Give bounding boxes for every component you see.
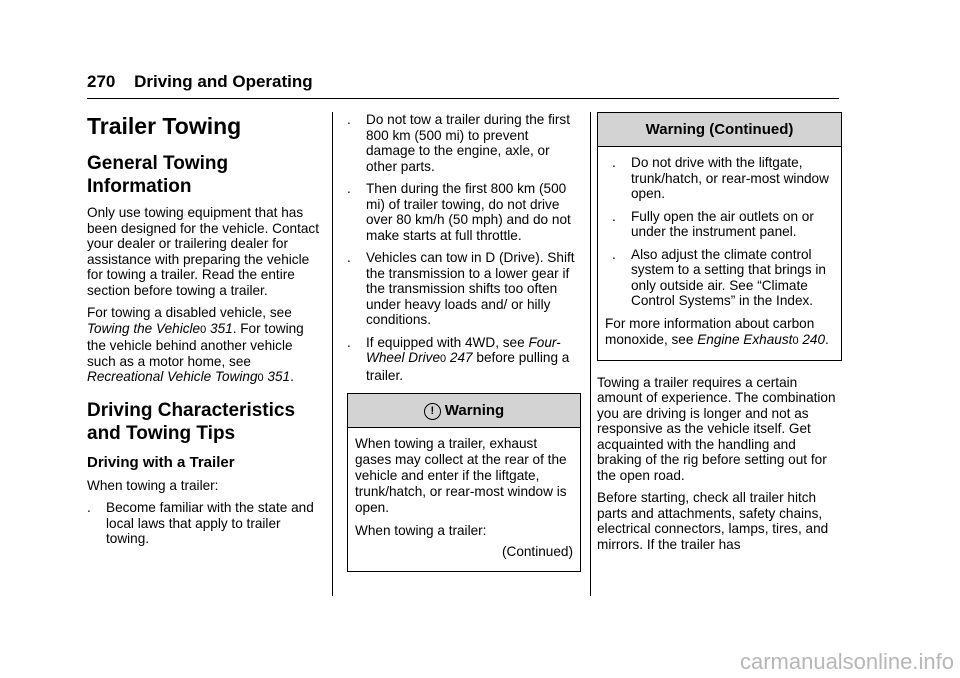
list-item: . Also adjust the climate control system to a setting that brings in only outside air. See “Climate Control Systems” in the Index. bbox=[612, 246, 826, 308]
warning-icon: ! bbox=[424, 403, 441, 420]
link-engine-exhaust[interactable]: Engine Exhaust bbox=[697, 331, 793, 347]
page-ref-icon: 0 bbox=[440, 353, 447, 365]
list-item: . Do not tow a trailer during the first 800 km (500 mi) to prevent damage to the engine, axle, or other parts. bbox=[347, 112, 570, 174]
warning-header: ! Warning bbox=[348, 394, 580, 428]
warning-text: When towing a trailer: bbox=[355, 523, 487, 538]
warning-continued-box bbox=[597, 112, 842, 361]
disabled-vehicle-paragraph: For towing a disabled vehicle, see Towing the Vehicle0 351. For towing the vehicle behind another vehicle such as a motor home, see Recreational Vehicle Towing0 351. bbox=[87, 305, 304, 384]
column-1 bbox=[87, 112, 325, 554]
list-item: . Fully open the air outlets on or under the instrument panel. bbox=[612, 208, 814, 239]
general-paragraph: Only use towing equipment that has been designed for the vehicle. Contact your dealer or trailering dealer for assistance with preparing the vehicle for towing a trailer. Read the entire section before towing a trailer. bbox=[87, 205, 320, 298]
heading-driving-characteristics: Driving Characteristics and Towing Tips bbox=[87, 399, 296, 444]
warning-continued-header: Warning (Continued) bbox=[598, 113, 841, 147]
heading-general-towing: General Towing Information bbox=[87, 153, 229, 197]
when-towing-intro: When towing a trailer: bbox=[87, 477, 219, 493]
link-recreational-vehicle-towing[interactable]: Recreational Vehicle Towing bbox=[87, 369, 258, 384]
list-item: . Then during the first 800 km (500 mi) of trailer towing, do not drive over 80 km/h (50 mph) and do not make starts at full throttle. bbox=[347, 181, 571, 243]
page-ref-icon: 0 bbox=[257, 372, 264, 384]
column-2 bbox=[347, 112, 581, 582]
watermark: carmanualsonline.info bbox=[739, 649, 954, 674]
list-item: . Vehicles can tow in D (Drive). Shift the transmission to a lower gear if the transmission shifts too often under heavy loads and/ or hilly conditions. bbox=[347, 250, 575, 327]
link-towing-the-vehicle[interactable]: Towing the Vehicle bbox=[87, 320, 201, 336]
warning-text: When towing a trailer, exhaust gases may collect at the rear of the vehicle and enter if the liftgate, trunk/hatch, or rear-most window is open. bbox=[355, 436, 567, 515]
carbon-monoxide-text: For more information about carbon monoxide, see Engine Exhaust0 240. bbox=[605, 315, 829, 347]
column-3 bbox=[597, 112, 842, 559]
list-item: . Do not drive with the liftgate, trunk/hatch, or rear-most window open. bbox=[612, 155, 829, 201]
before-starting-paragraph: Before starting, check all trailer hitch parts and attachments, safety chains, electrical connectors, lamps, tires, and mirrors. If the trailer has bbox=[597, 490, 829, 552]
page-title: Trailer Towing bbox=[87, 113, 242, 139]
page-header bbox=[87, 72, 313, 92]
list-item: . If equipped with 4WD, see Four-Wheel Drive0 247 before pulling a trailer. bbox=[347, 334, 570, 383]
page-number: 270 bbox=[87, 72, 116, 91]
header-rule bbox=[87, 98, 839, 99]
column-divider-1 bbox=[332, 112, 333, 596]
list-item: . Become familiar with the state and local laws that apply to trailer towing. bbox=[87, 500, 314, 546]
page-ref-icon: 0 bbox=[792, 334, 799, 347]
column-divider-2 bbox=[590, 112, 591, 596]
heading-driving-with-trailer: Driving with a Trailer bbox=[87, 453, 235, 471]
page-ref-icon: 0 bbox=[200, 323, 207, 336]
link-four-wheel-drive[interactable]: Four-Wheel Drive bbox=[366, 334, 561, 365]
continued-label: (Continued) bbox=[501, 544, 573, 559]
experience-paragraph: Towing a trailer requires a certain amount of experience. The combination you are driving is longer and not as responsive as the vehicle itself. Get acquainted with the handling and braking of the rig before setting out for the open road. bbox=[597, 374, 836, 483]
section-title: Driving and Operating bbox=[134, 72, 313, 91]
warning-box bbox=[347, 393, 581, 572]
